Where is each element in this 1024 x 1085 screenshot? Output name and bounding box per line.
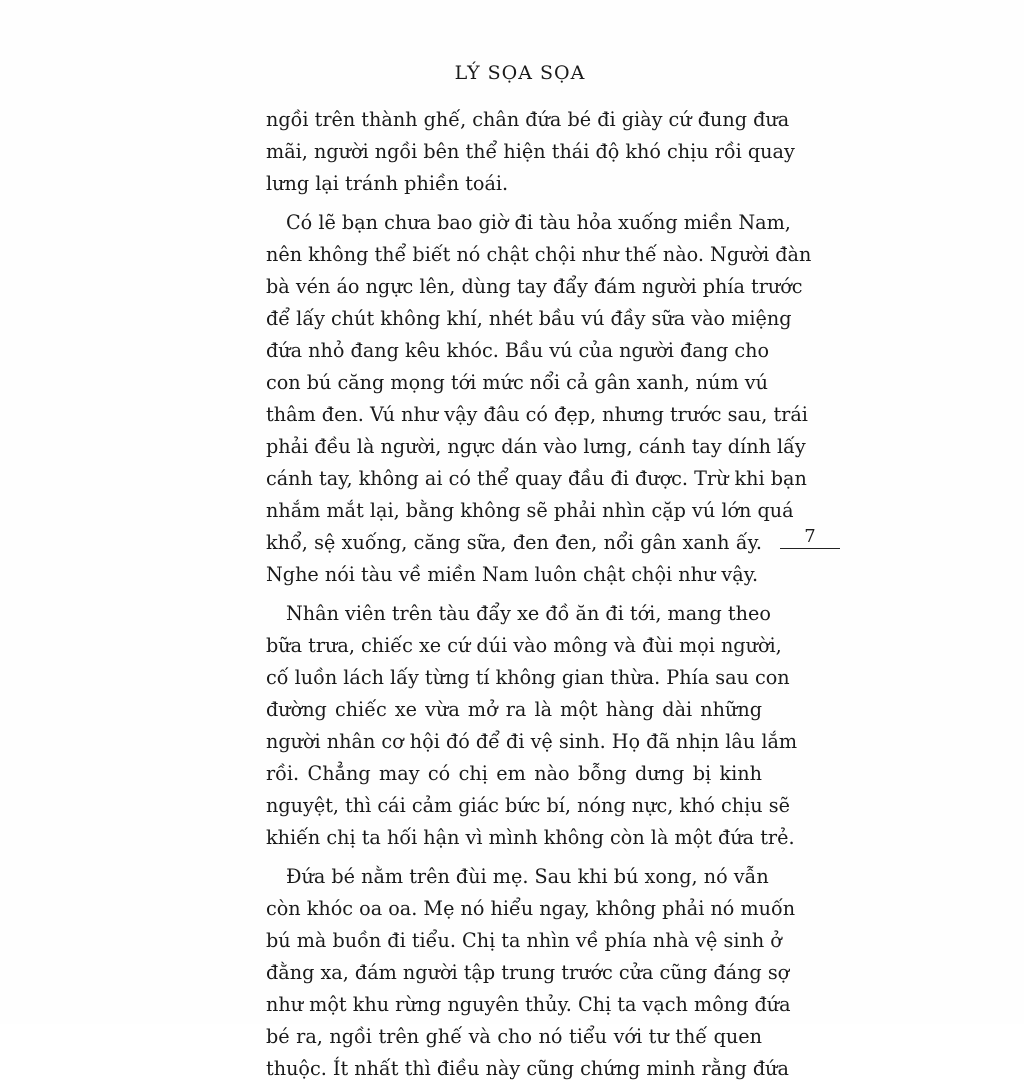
text-line: Nhân viên trên tàu đẩy xe đồ ăn đi tới, mang theo	[286, 602, 771, 625]
text-line: đứa nhỏ đang kêu khóc. Bầu vú của người đang cho	[266, 339, 770, 362]
text-line: thuộc. Ít nhất thì điều này cũng chứng minh rằng đứa	[266, 1057, 789, 1080]
page-number: 7	[804, 526, 816, 547]
text-line: đằng xa, đám người tập trung trước cửa cũng đáng sợ	[266, 961, 790, 984]
page-number-rule	[780, 548, 840, 549]
text-line: như một khu rừng nguyên thủy. Chị ta vạch mông đứa	[266, 993, 791, 1016]
paragraph	[266, 207, 812, 591]
text-line: nhắm mắt lại, bằng không sẽ phải nhìn cặp vú lớn quá	[266, 499, 794, 522]
paragraph	[266, 104, 795, 200]
paragraph-gap	[266, 200, 762, 207]
body-text	[266, 104, 812, 1085]
text-line: khiến chị ta hối hận vì mình không còn là một đứa trẻ.	[266, 826, 795, 849]
text-line: con bú căng mọng tới mức nổi cả gân xanh, núm vú	[266, 371, 768, 394]
text-line: còn khóc oa oa. Mẹ nó hiểu ngay, không phải nó muốn	[266, 897, 796, 920]
text-line: ngồi trên thành ghế, chân đứa bé đi giày cứ đung đưa	[266, 108, 790, 131]
text-line: bà vén áo ngực lên, dùng tay đẩy đám người phía trước	[266, 275, 803, 298]
text-line: Nghe nói tàu về miền Nam luôn chật chội như vậy.	[266, 563, 759, 586]
text-line: bữa trưa, chiếc xe cứ dúi vào mông và đùi mọi người,	[266, 634, 782, 657]
text-line: cố luồn lách lấy từng tí không gian thừa. Phía sau con	[266, 666, 790, 689]
text-line: bé ra, ngồi trên ghế và cho nó tiểu với tư thế quen	[266, 1025, 762, 1048]
text-line: đường chiếc xe vừa mở ra là một hàng dài những	[266, 698, 762, 721]
text-line: nên không thể biết nó chật chội như thế nào. Người đàn	[266, 243, 812, 266]
text-line: bú mà buồn đi tiểu. Chị ta nhìn về phía nhà vệ sinh ở	[266, 929, 782, 952]
paragraph-gap	[266, 854, 762, 861]
paragraph-gap	[266, 591, 762, 598]
text-line: thâm đen. Vú như vậy đâu có đẹp, nhưng trước sau, trái	[266, 403, 808, 426]
text-line: cánh tay, không ai có thể quay đầu đi được. Trừ khi bạn	[266, 467, 807, 490]
text-line: Có lẽ bạn chưa bao giờ đi tàu hỏa xuống miền Nam,	[286, 211, 791, 234]
text-line: khổ, sệ xuống, căng sữa, đen đen, nổi gân xanh ấy.	[266, 531, 762, 554]
paragraph	[266, 861, 796, 1085]
text-line: rồi. Chẳng may có chị em nào bỗng dưng bị kinh	[266, 762, 762, 785]
text-line: người nhân cơ hội đó để đi vệ sinh. Họ đã nhịn lâu lắm	[266, 730, 798, 753]
text-line: để lấy chút không khí, nhét bầu vú đầy sữa vào miệng	[266, 307, 792, 330]
running-head: LÝ SỌA SỌA	[454, 62, 586, 84]
text-line: Đứa bé nằm trên đùi mẹ. Sau khi bú xong, nó vẫn	[286, 865, 769, 888]
paragraph	[266, 598, 798, 854]
text-line: mãi, người ngồi bên thể hiện thái độ khó chịu rồi quay	[266, 140, 795, 163]
text-line: phải đều là người, ngực dán vào lưng, cánh tay dính lấy	[266, 435, 806, 458]
page-number-folio	[778, 528, 842, 549]
text-line: nguyệt, thì cái cảm giác bức bí, nóng nực, khó chịu sẽ	[266, 794, 790, 817]
text-line: lưng lại tránh phiền toái.	[266, 172, 509, 195]
